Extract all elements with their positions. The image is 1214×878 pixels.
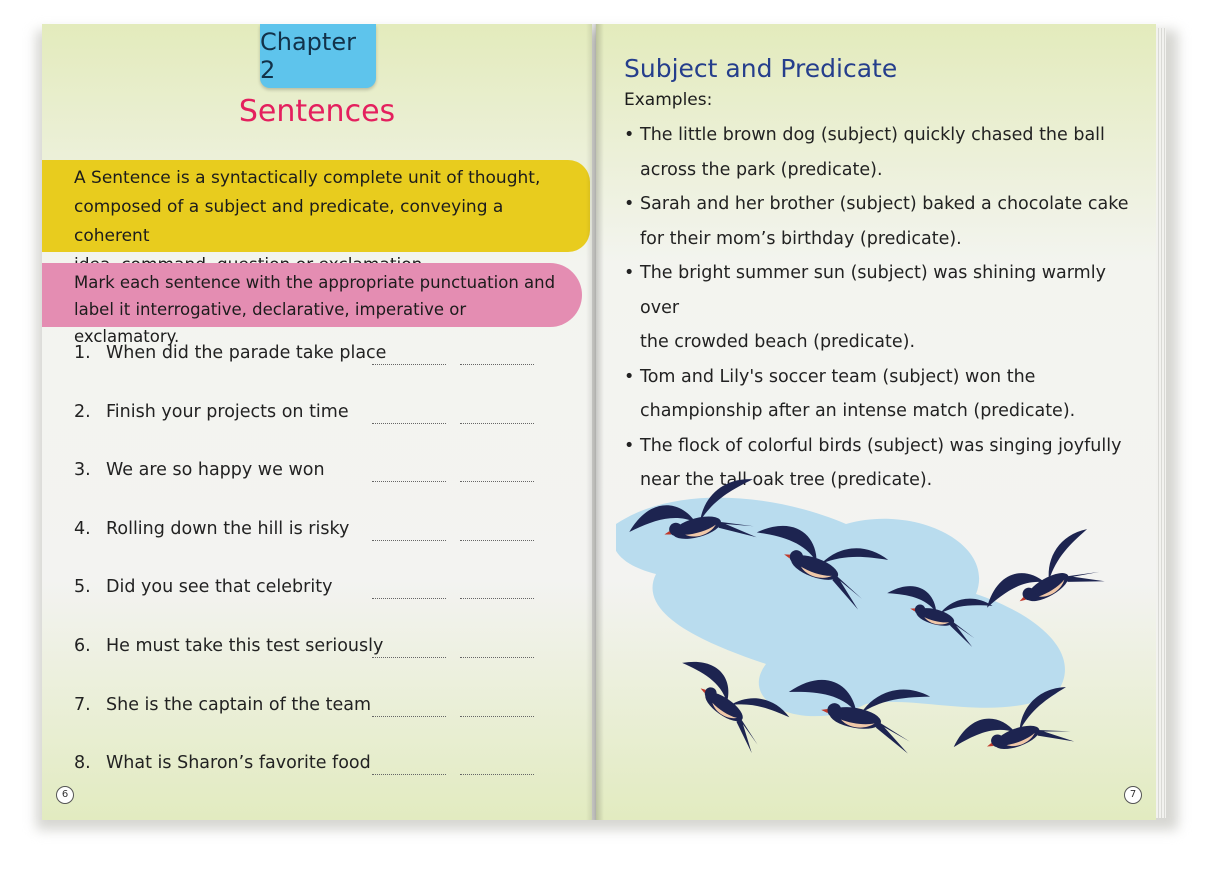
- question-row: [74, 402, 574, 432]
- section-title: Subject and Predicate: [624, 54, 898, 83]
- example-line: the crowded beach (predicate).: [640, 332, 916, 352]
- answer-blank-punctuation[interactable]: [372, 716, 446, 717]
- question-text: When did the parade take place: [106, 343, 387, 363]
- answer-blank-type[interactable]: [460, 423, 534, 424]
- examples-label: Examples:: [624, 90, 713, 110]
- answer-blank-punctuation[interactable]: [372, 481, 446, 482]
- instruction-line: Mark each sentence with the appropriate punctuation and: [74, 273, 556, 292]
- question-row: [74, 636, 574, 666]
- answer-blank-type[interactable]: [460, 716, 534, 717]
- example-line: across the park (predicate).: [640, 159, 883, 180]
- example-line: near the tall oak tree (predicate).: [640, 470, 933, 490]
- definition-line: composed of a subject and predicate, conveying a coherent: [74, 197, 504, 246]
- example-line: championship after an intense match (predicate).: [640, 401, 1076, 421]
- question-text: What is Sharon’s favorite food: [106, 753, 371, 773]
- page-title: Sentences: [238, 94, 396, 129]
- page-number: 7: [1124, 786, 1142, 804]
- question-number: 4.: [74, 519, 91, 539]
- question-text: Did you see that celebrity: [106, 577, 333, 597]
- definition-line: A Sentence is a syntactically complete unit of thought,: [74, 168, 541, 188]
- question-row: [74, 519, 574, 549]
- answer-blank-type[interactable]: [460, 774, 534, 775]
- question-text: Finish your projects on time: [106, 402, 349, 422]
- question-number: 5.: [74, 577, 91, 597]
- question-number: 3.: [74, 460, 91, 480]
- example-item: [624, 118, 1144, 187]
- question-row: [74, 753, 574, 783]
- swallow-birds-illustration: [616, 464, 1136, 804]
- question-row: [74, 695, 574, 725]
- question-text: We are so happy we won: [106, 460, 325, 480]
- page-edges: [1156, 28, 1166, 818]
- answer-blank-punctuation[interactable]: [372, 598, 446, 599]
- examples-list: [624, 118, 1144, 498]
- example-item: [624, 360, 1144, 429]
- chapter-tab-label: Chapter 2: [260, 28, 356, 84]
- question-row: [74, 577, 574, 607]
- answer-blank-type[interactable]: [460, 364, 534, 365]
- question-text: She is the captain of the team: [106, 695, 372, 715]
- example-line: • The bright summer sun (subject) was shining warmly over: [640, 263, 1106, 318]
- question-row: [74, 460, 574, 490]
- question-number: 8.: [74, 753, 91, 773]
- answer-blank-punctuation[interactable]: [372, 774, 446, 775]
- answer-blank-type[interactable]: [460, 657, 534, 658]
- example-item: [624, 256, 1144, 360]
- question-number: 7.: [74, 695, 91, 715]
- answer-blank-type[interactable]: [460, 598, 534, 599]
- answer-blank-punctuation[interactable]: [372, 540, 446, 541]
- page-number: 6: [56, 786, 74, 804]
- example-line: for their mom’s birthday (predicate).: [640, 228, 962, 249]
- question-row: [74, 343, 574, 373]
- question-number: 6.: [74, 636, 91, 656]
- example-line: • The little brown dog (subject) quickly chased the ball: [640, 125, 1105, 145]
- left-page: [42, 24, 592, 820]
- example-item: [624, 187, 1144, 256]
- question-number: 1.: [74, 343, 91, 363]
- example-line: • Tom and Lily's soccer team (subject) won the: [640, 366, 1036, 387]
- answer-blank-punctuation[interactable]: [372, 657, 446, 658]
- answer-blank-punctuation[interactable]: [372, 364, 446, 365]
- instruction-text: [74, 269, 574, 350]
- answer-blank-punctuation[interactable]: [372, 423, 446, 424]
- right-page: [596, 24, 1156, 820]
- book-spine: [586, 24, 604, 820]
- question-text: He must take this test seriously: [106, 636, 384, 656]
- example-line: • Sarah and her brother (subject) baked a chocolate cake: [640, 194, 1129, 214]
- instruction-line: label it interrogative, declarative, imperative or exclamatory.: [74, 300, 467, 346]
- question-number: 2.: [74, 402, 91, 422]
- example-line: • The flock of colorful birds (subject) was singing joyfully: [640, 435, 1122, 456]
- question-text: Rolling down the hill is risky: [106, 519, 350, 539]
- chapter-tab: [260, 24, 376, 88]
- answer-blank-type[interactable]: [460, 540, 534, 541]
- answer-blank-type[interactable]: [460, 481, 534, 482]
